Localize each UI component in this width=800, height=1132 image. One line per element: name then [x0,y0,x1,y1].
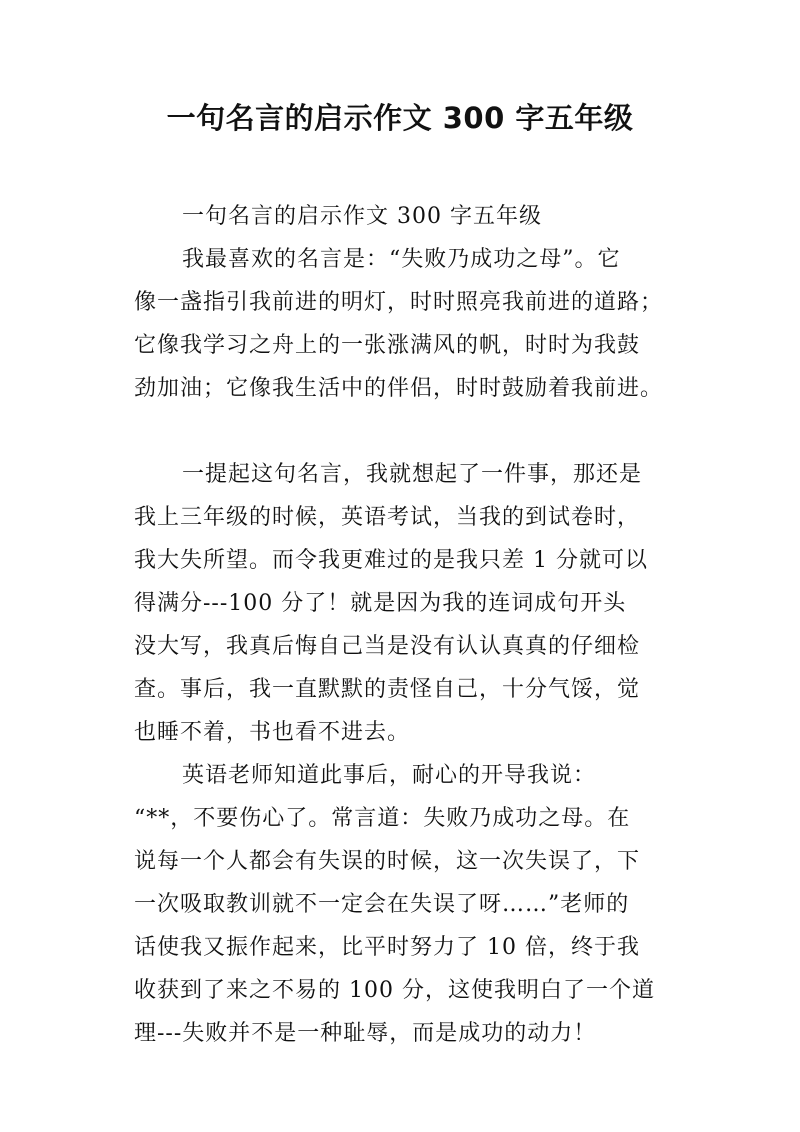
paragraph-1-line-2: 像一盏指引我前进的明灯，时时照亮我前进的道路； [134,290,664,315]
paragraph-2-line-7: 也睡不着，书也看不进去。 [134,720,411,745]
paragraph-1-line-4: 劲加油；它像我生活中的伴侣，时时鼓励着我前进。 [134,376,664,401]
document-body [134,195,674,1055]
document-title: 一句名言的启示作文 300 字五年级 [166,101,634,135]
paragraph-gap [134,410,674,453]
paragraph-2-line-5: 没大写，我真后悔自己当是没有认认真真的仔细检 [134,634,641,659]
paragraph-2-line-1: 一提起这句名言，我就想起了一件事，那还是 [182,462,643,487]
paragraph-2-line-4: 得满分---100 分了！就是因为我的连词成句开头 [134,591,627,616]
paragraph-1-line-3: 它像我学习之舟上的一张涨满风的帆，时时为我鼓 [134,333,641,358]
paragraph-3-line-4: 一次吸取教训就不一定会在失误了呀……”老师的 [134,892,630,917]
paragraph-3-line-6: 收获到了来之不易的 100 分，这使我明白了一个道 [134,978,655,1003]
paragraph-1-line-1: 我最喜欢的名言是：“失败乃成功之母”。它 [182,247,621,272]
paragraph-2-line-6: 查。事后，我一直默默的责怪自己，十分气馁，觉 [134,677,641,702]
paragraph-3-line-7: 理---失败并不是一种耻辱，而是成功的动力！ [134,1021,597,1046]
paragraph-2-line-2: 我上三年级的时候，英语考试，当我的到试卷时， [134,505,641,530]
paragraph-3-line-5: 话使我又振作起来，比平时努力了 10 倍，终于我 [134,935,640,960]
paragraph-3-line-2: “**，不要伤心了。常言道：失败乃成功之母。在 [134,806,631,831]
subtitle-line: 一句名言的启示作文 300 字五年级 [182,204,542,229]
paragraph-2-line-3: 我大失所望。而令我更难过的是我只差 1 分就可以 [134,548,648,573]
paragraph-3-line-1: 英语老师知道此事后，耐心的开导我说： [182,763,597,788]
paragraph-3-line-3: 说每一个人都会有失误的时候，这一次失误了，下 [134,849,641,874]
